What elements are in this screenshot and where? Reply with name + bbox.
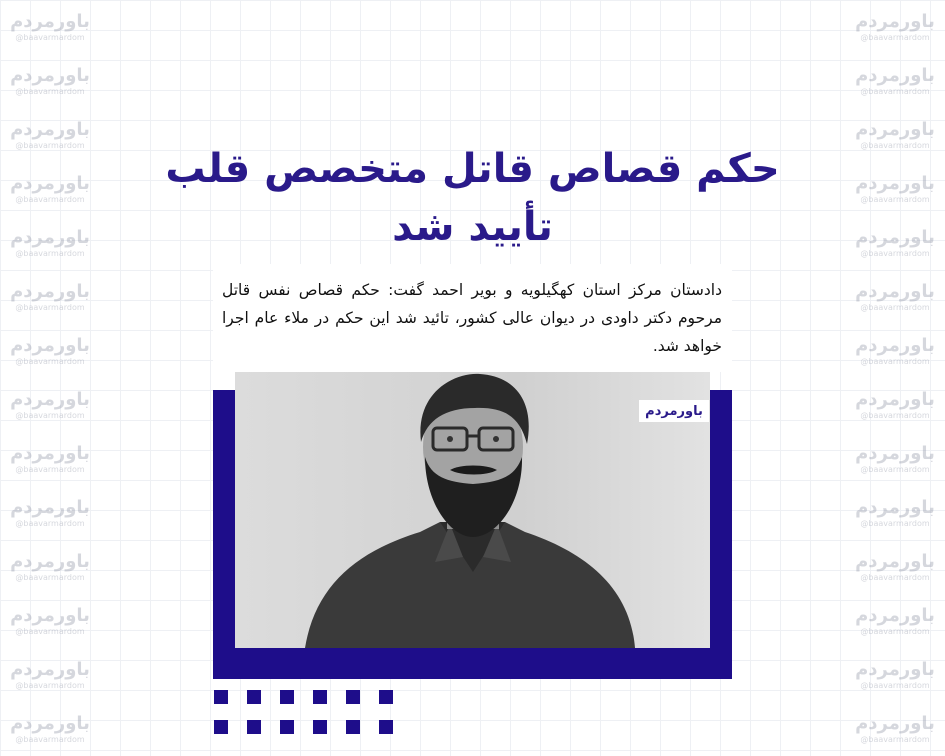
watermark-logo-text: باورمردم (855, 335, 935, 356)
watermark-logo-text: باورمردم (10, 551, 90, 572)
watermark-logo-text: باورمردم (855, 227, 935, 248)
watermark-logo-text: باورمردم (855, 65, 935, 86)
watermark-logo (847, 324, 943, 378)
watermark-logo-text: باورمردم (10, 497, 90, 518)
watermark-logo (847, 0, 943, 54)
watermark-logo (2, 540, 98, 594)
photo-logo: باورمردم (639, 400, 709, 422)
watermark-logo (847, 54, 943, 108)
decorative-square (313, 720, 327, 734)
watermark-logo (847, 648, 943, 702)
decorative-square (214, 720, 228, 734)
watermark-logo (847, 216, 943, 270)
watermark-logo (847, 540, 943, 594)
watermark-logo (847, 378, 943, 432)
watermark-logo-text: باورمردم (855, 11, 935, 32)
watermark-logo (2, 216, 98, 270)
watermark-handle: @baavarmardom (15, 411, 85, 420)
watermark-logo (2, 108, 98, 162)
watermark-handle: @baavarmardom (860, 195, 930, 204)
watermark-logo-text: باورمردم (10, 281, 90, 302)
watermark-logo-text: باورمردم (10, 443, 90, 464)
watermark-logo-text: باورمردم (10, 335, 90, 356)
watermark-logo (847, 432, 943, 486)
watermark-logo (847, 108, 943, 162)
watermark-logo-text: باورمردم (855, 605, 935, 626)
watermark-logo (2, 648, 98, 702)
watermark-column-right (845, 0, 945, 756)
decorative-square (280, 690, 294, 704)
watermark-logo (2, 0, 98, 54)
watermark-logo (847, 702, 943, 756)
watermark-logo-text: باورمردم (10, 11, 90, 32)
watermark-logo-text: باورمردم (855, 173, 935, 194)
watermark-logo (2, 378, 98, 432)
watermark-handle: @baavarmardom (860, 411, 930, 420)
watermark-logo (2, 54, 98, 108)
watermark-handle: @baavarmardom (15, 735, 85, 744)
decorative-square (214, 690, 228, 704)
headline-line-1: حکم قصاص قاتل متخصص قلب (165, 146, 780, 192)
watermark-handle: @baavarmardom (860, 465, 930, 474)
watermark-handle: @baavarmardom (15, 465, 85, 474)
watermark-logo-text: باورمردم (10, 713, 90, 734)
watermark-handle: @baavarmardom (860, 141, 930, 150)
watermark-logo (2, 324, 98, 378)
watermark-handle: @baavarmardom (15, 141, 85, 150)
watermark-column-left (0, 0, 100, 756)
portrait-photo (235, 372, 710, 648)
watermark-handle: @baavarmardom (860, 87, 930, 96)
decorative-square (247, 720, 261, 734)
watermark-logo-text: باورمردم (855, 281, 935, 302)
decorative-square (379, 720, 393, 734)
watermark-logo (2, 432, 98, 486)
watermark-handle: @baavarmardom (15, 573, 85, 582)
watermark-logo (2, 270, 98, 324)
headline (150, 140, 795, 256)
watermark-handle: @baavarmardom (15, 303, 85, 312)
watermark-handle: @baavarmardom (15, 519, 85, 528)
watermark-logo (2, 702, 98, 756)
watermark-logo (2, 486, 98, 540)
watermark-logo (2, 594, 98, 648)
lead-text: دادستان مرکز استان کهگیلویه و بویر احمد گفت: حکم قصاص نفس قاتل مرحوم دکتر داودی در دیوان عالی کشور، تائید شد این حکم در ملاء عام اجرا خواهد شد. (222, 281, 722, 355)
decorative-square (379, 690, 393, 704)
watermark-handle: @baavarmardom (860, 681, 930, 690)
watermark-handle: @baavarmardom (860, 519, 930, 528)
squares-decoration (214, 690, 394, 740)
decorative-square (280, 720, 294, 734)
decorative-square (247, 690, 261, 704)
watermark-logo-text: باورمردم (10, 65, 90, 86)
watermark-logo-text: باورمردم (10, 659, 90, 680)
watermark-logo (2, 162, 98, 216)
watermark-handle: @baavarmardom (860, 33, 930, 42)
watermark-handle: @baavarmardom (15, 249, 85, 258)
watermark-handle: @baavarmardom (15, 195, 85, 204)
watermark-handle: @baavarmardom (860, 627, 930, 636)
watermark-handle: @baavarmardom (860, 249, 930, 258)
watermark-logo-text: باورمردم (855, 713, 935, 734)
watermark-logo-text: باورمردم (855, 119, 935, 140)
watermark-handle: @baavarmardom (860, 735, 930, 744)
watermark-handle: @baavarmardom (860, 303, 930, 312)
watermark-logo-text: باورمردم (10, 227, 90, 248)
watermark-handle: @baavarmardom (15, 681, 85, 690)
watermark-handle: @baavarmardom (15, 357, 85, 366)
watermark-logo-text: باورمردم (10, 605, 90, 626)
watermark-logo-text: باورمردم (855, 659, 935, 680)
watermark-logo-text: باورمردم (10, 173, 90, 194)
headline-line-2: تأیید شد (392, 204, 553, 250)
watermark-handle: @baavarmardom (860, 573, 930, 582)
decorative-square (346, 720, 360, 734)
watermark-logo (847, 594, 943, 648)
watermark-handle: @baavarmardom (860, 357, 930, 366)
watermark-handle: @baavarmardom (15, 33, 85, 42)
decorative-square (313, 690, 327, 704)
watermark-logo-text: باورمردم (855, 551, 935, 572)
watermark-logo-text: باورمردم (855, 389, 935, 410)
watermark-logo-text: باورمردم (10, 119, 90, 140)
watermark-handle: @baavarmardom (15, 87, 85, 96)
watermark-logo (847, 162, 943, 216)
watermark-logo (847, 486, 943, 540)
watermark-logo-text: باورمردم (855, 497, 935, 518)
decorative-square (346, 690, 360, 704)
watermark-logo-text: باورمردم (10, 389, 90, 410)
watermark-logo-text: باورمردم (855, 443, 935, 464)
watermark-handle: @baavarmardom (15, 627, 85, 636)
watermark-logo (847, 270, 943, 324)
